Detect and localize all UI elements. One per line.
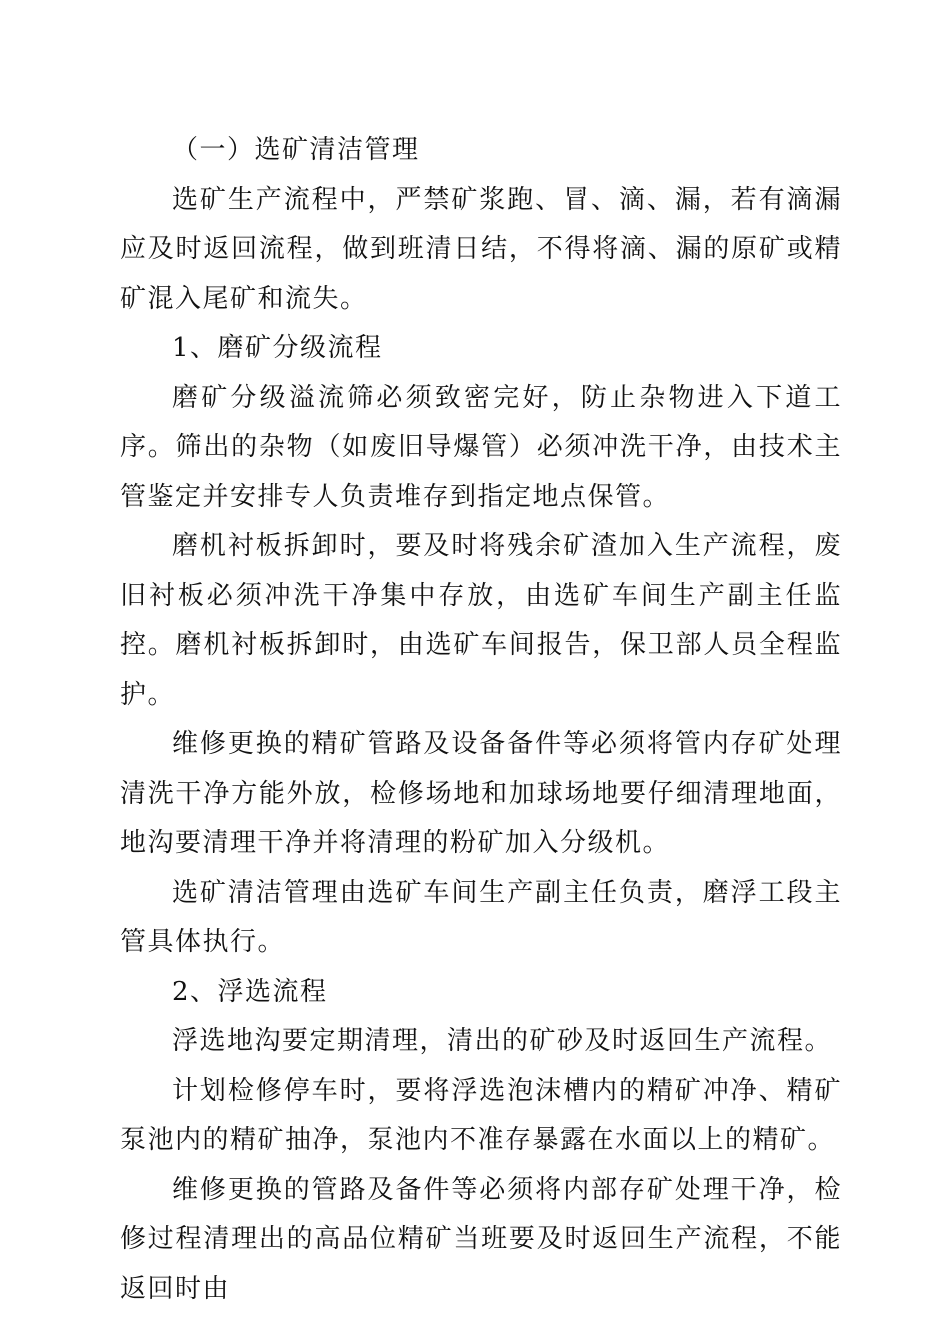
paragraph-flotation-shutdown: 计划检修停车时，要将浮选泡沫槽内的精矿冲净、精矿泵池内的精矿抽净，泵池内不准存暴露在水面以上的精矿。 [120,1075,842,1155]
subheading-grinding: 1、磨矿分级流程 [172,333,383,363]
section-title: （一）选矿清洁管理 [172,135,420,165]
paragraph-flotation-maintenance: 维修更换的管路及备件等必须将内部存矿处理干净，检修过程清理出的高品位精矿当班要及时返回生产流程，不能返回时由 [120,1174,842,1304]
document-body [120,126,842,1314]
paragraph-grinding-maintenance: 维修更换的精矿管路及设备备件等必须将管内存矿处理清洗干净方能外放，检修场地和加球场地要仔细清理地面，地沟要清理干净并将清理的粉矿加入分级机。 [120,729,842,858]
paragraph-intro: 选矿生产流程中，严禁矿浆跑、冒、滴、漏，若有滴漏应及时返回流程，做到班清日结，不得将滴、漏的原矿或精矿混入尾矿和流失。 [120,184,842,314]
subheading-flotation: 2、浮选流程 [172,976,328,1007]
paragraph-grinding-responsibility: 选矿清洁管理由选矿车间生产副主任负责，磨浮工段主管具体执行。 [120,877,842,957]
paragraph-grinding-screen: 磨矿分级溢流筛必须致密完好，防止杂物进入下道工序。筛出的杂物（如废旧导爆管）必须冲洗干净，由技术主管鉴定并安排专人负责堆存到指定地点保管。 [120,382,842,512]
paragraph-grinding-liner: 磨机衬板拆卸时，要及时将残余矿渣加入生产流程，废旧衬板必须冲洗干净集中存放，由选矿车间生产副主任监控。磨机衬板拆卸时，由选矿车间报告，保卫部人员全程监护。 [120,531,842,710]
paragraph-flotation-trench: 浮选地沟要定期清理，清出的矿砂及时返回生产流程。 [172,1026,833,1056]
